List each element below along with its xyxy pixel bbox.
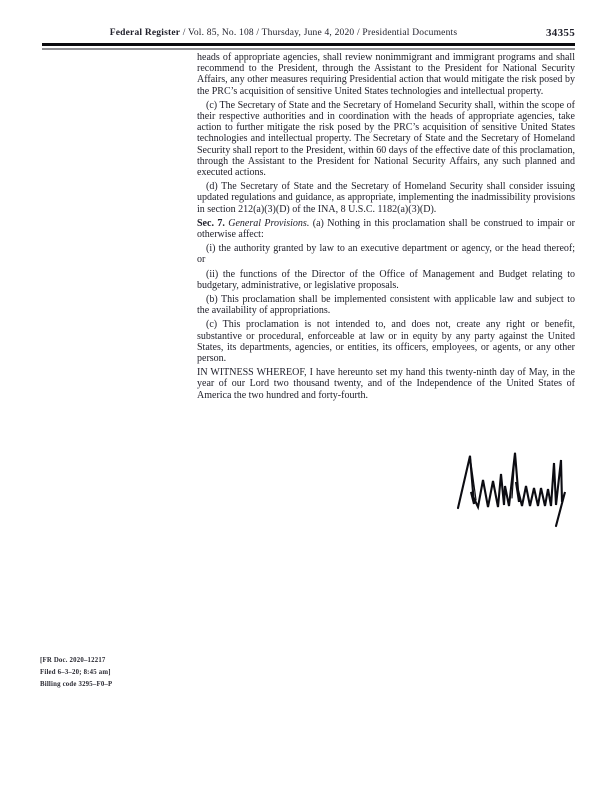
header-rule-thin [42, 48, 575, 50]
body-paragraph-d: (d) The Secretary of State and the Secretary of Homeland Security shall consider issuing updated regulations and guidance, as appropriate, implementing the inadmissibility provisions in section 212(a)(3)(D) of the INA, 8 U.S.C. 1182(a)(3)(D). [197, 181, 575, 215]
fr-billing-code: Billing code 3295–F0–P [40, 681, 113, 688]
document-body [197, 52, 575, 404]
body-paragraph-c: (c) The Secretary of State and the Secretary of Homeland Security shall, within the scope of their respective authorities and in coordination with the heads of appropriate agencies, take action to further mitigate the risk posed by the PRC’s acquisition of sensitive United States technologies and intellectual property. The Secretary of State and the Secretary of Homeland Security shall report to the President, within 60 days of the effective date of this proclamation, through the Assistant to the President for National Security Affairs, any such planned and executed actions. [197, 99, 575, 179]
witness-clause-paragraph: IN WITNESS WHEREOF, I have hereunto set my hand this twenty-ninth day of May, in the year of our Lord two thousand twenty, and of the Independence of the United States of America the two hundred and forty-fourth. [197, 367, 575, 401]
presidential-signature [455, 450, 570, 532]
page-number: 34355 [546, 27, 575, 39]
issue-info: / Vol. 85, No. 108 / Thursday, June 4, 2020 / Presidential Documents [180, 28, 458, 38]
signature-glyph [455, 450, 570, 532]
fr-filed-line: Filed 6–3–20; 8:45 am] [40, 669, 111, 676]
body-paragraph-continuation: heads of appropriate agencies, shall review nonimmigrant and immigrant programs and shall recommend to the President, through the Assistant to the President for National Security Affairs, any other measures requiring Presidential action that would mitigate the risk posed by the PRC’s acquisition of sensitive United States technologies and intellectual property. [197, 52, 575, 97]
fr-doc-number: [FR Doc. 2020–12217 [40, 657, 106, 664]
body-paragraph-ii: (ii) the functions of the Director of the Office of Management and Budget relating to budgetary, administrative, or legislative proposals. [197, 268, 575, 291]
header-rule-thick [42, 43, 575, 46]
fr-doc-footer [40, 655, 112, 691]
body-paragraph-i: (i) the authority granted by law to an executive department or agency, or the head thereof; or [197, 243, 575, 266]
journal-title: Federal Register [109, 28, 181, 38]
body-paragraph-b: (b) This proclamation shall be implemented consistent with applicable law and subject to the availability of appropriations. [197, 294, 575, 317]
section-7-title: General Provisions. [228, 217, 310, 229]
body-paragraph-c2: (c) This proclamation is not intended to, and does not, create any right or benefit, substantive or procedural, enforceable at law or in equity by any party against the United States, its departments, agencies, or entities, its officers, employees, or agents, or any other person. [197, 319, 575, 365]
page-header [42, 28, 575, 42]
section-7-text: (a) Nothing in this proclamation shall be construed to impair or otherwise affect: [197, 217, 575, 241]
section-7-paragraph [197, 218, 575, 240]
section-7-label: Sec. 7. [197, 217, 225, 229]
header-citation [42, 28, 525, 38]
